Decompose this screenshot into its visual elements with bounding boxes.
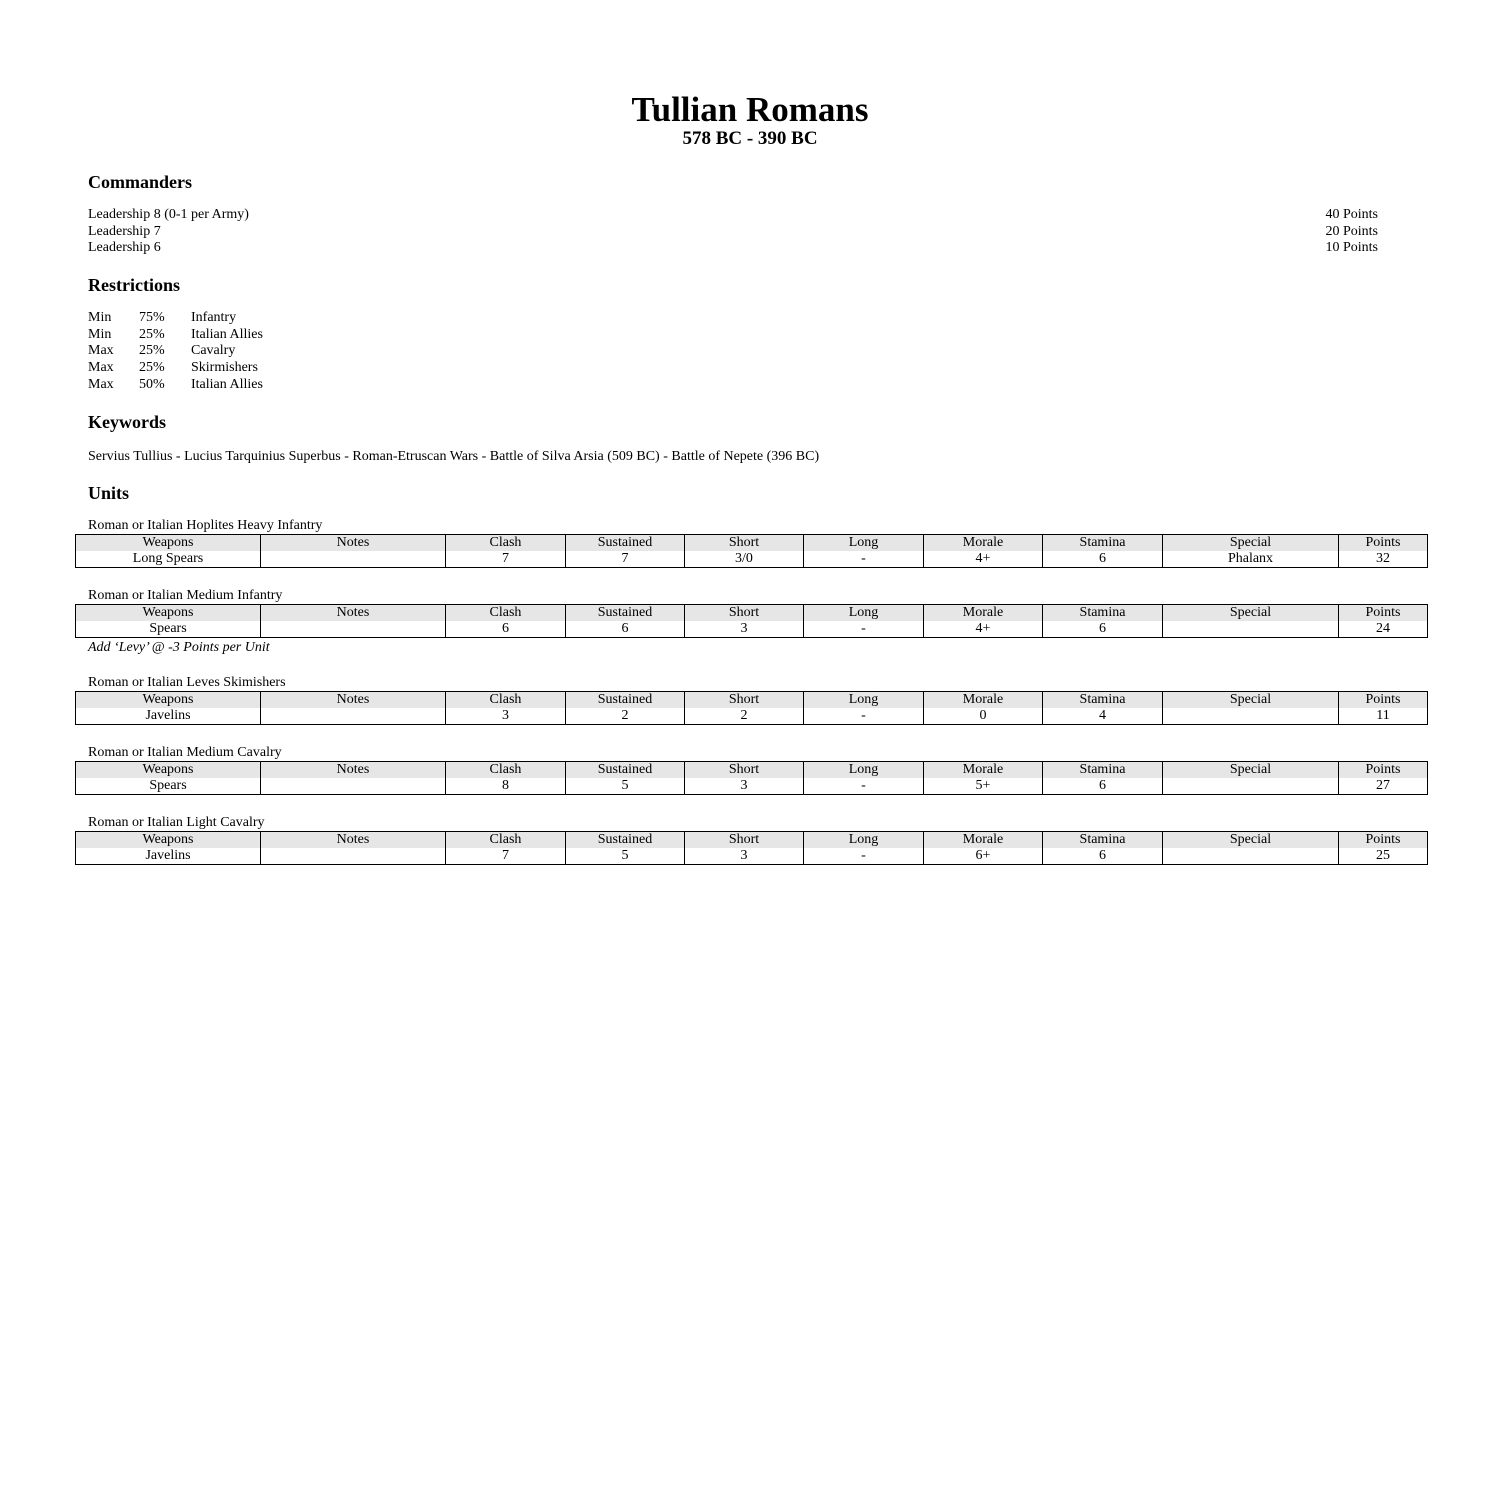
unit-name: Roman or Italian Hoplites Heavy Infantry — [88, 518, 323, 533]
restriction-percent: 25% — [139, 343, 165, 359]
restriction-row — [88, 310, 263, 327]
table-cell: 7 — [446, 848, 566, 865]
column-header: Weapons — [76, 762, 261, 779]
commander-points: 20 Points — [1325, 223, 1378, 239]
table-header-row — [76, 692, 1428, 709]
table-cell: Javelins — [76, 848, 261, 865]
restriction-category: Italian Allies — [191, 376, 263, 392]
table-cell: 3 — [685, 621, 804, 638]
column-header: Stamina — [1043, 535, 1163, 552]
restriction-type: Max — [88, 376, 114, 392]
table-row — [76, 551, 1428, 568]
unit-stats-table — [75, 691, 1428, 725]
column-header: Short — [685, 832, 804, 849]
table-cell: Spears — [76, 778, 261, 795]
unit-name: Roman or Italian Medium Infantry — [88, 588, 283, 603]
table-cell: 6 — [1043, 778, 1163, 795]
table-row — [76, 621, 1428, 638]
table-cell — [1163, 708, 1339, 725]
table-cell: 7 — [446, 551, 566, 568]
table-cell — [261, 778, 446, 795]
table-cell: 7 — [566, 551, 685, 568]
column-header: Points — [1339, 762, 1428, 779]
table-header-row — [76, 762, 1428, 779]
column-header: Special — [1163, 535, 1339, 552]
commander-points: 40 Points — [1325, 207, 1378, 222]
unit-stats-table — [75, 761, 1428, 795]
commander-label: Leadership 8 (0-1 per Army) — [88, 207, 249, 222]
commander-row — [88, 240, 1378, 257]
column-header: Points — [1339, 605, 1428, 622]
table-cell: 2 — [685, 708, 804, 725]
table-cell: 3 — [685, 848, 804, 865]
units-heading: Units — [88, 483, 130, 503]
table-cell: Spears — [76, 621, 261, 638]
table-cell: 6 — [1043, 848, 1163, 865]
column-header: Stamina — [1043, 762, 1163, 779]
column-header: Points — [1339, 832, 1428, 849]
column-header: Sustained — [566, 762, 685, 779]
table-cell: 3 — [446, 708, 566, 725]
table-cell: Javelins — [76, 708, 261, 725]
restriction-row — [88, 377, 263, 394]
table-cell: 3/0 — [685, 551, 804, 568]
column-header: Short — [685, 535, 804, 552]
table-cell: - — [804, 708, 924, 725]
restriction-percent: 25% — [139, 360, 165, 376]
table-cell: 5 — [566, 848, 685, 865]
table-row — [76, 848, 1428, 865]
column-header: Clash — [446, 605, 566, 622]
column-header: Sustained — [566, 692, 685, 709]
table-cell: Phalanx — [1163, 551, 1339, 568]
unit-name: Roman or Italian Medium Cavalry — [88, 745, 282, 760]
commander-points: 10 Points — [1325, 240, 1378, 256]
restriction-percent: 75% — [139, 310, 165, 325]
commanders-heading: Commanders — [88, 172, 192, 192]
unit-name: Roman or Italian Light Cavalry — [88, 815, 265, 830]
column-header: Clash — [446, 832, 566, 849]
column-header: Morale — [924, 605, 1043, 622]
column-header: Special — [1163, 605, 1339, 622]
table-row — [76, 708, 1428, 725]
commander-label: Leadership 6 — [88, 240, 161, 256]
table-cell — [1163, 621, 1339, 638]
column-header: Short — [685, 762, 804, 779]
table-cell: 6 — [1043, 621, 1163, 638]
unit-block — [75, 815, 1427, 865]
column-header: Notes — [261, 605, 446, 622]
table-row — [76, 778, 1428, 795]
unit-block — [75, 518, 1427, 568]
column-header: Sustained — [566, 832, 685, 849]
table-cell: 0 — [924, 708, 1043, 725]
column-header: Clash — [446, 762, 566, 779]
column-header: Special — [1163, 762, 1339, 779]
restriction-type: Min — [88, 310, 112, 325]
table-cell: Long Spears — [76, 551, 261, 568]
table-cell: - — [804, 848, 924, 865]
column-header: Weapons — [76, 605, 261, 622]
table-cell: - — [804, 778, 924, 795]
restrictions-list — [88, 310, 263, 394]
column-header: Notes — [261, 692, 446, 709]
restriction-percent: 50% — [139, 376, 165, 392]
restrictions-heading: Restrictions — [88, 275, 180, 295]
unit-stats-table — [75, 831, 1428, 865]
unit-block — [75, 675, 1427, 725]
restriction-row — [88, 360, 263, 377]
page-subtitle: 578 BC - 390 BC — [682, 128, 818, 149]
table-cell: 24 — [1339, 621, 1428, 638]
table-cell: 2 — [566, 708, 685, 725]
table-cell — [261, 551, 446, 568]
table-cell: 4 — [1043, 708, 1163, 725]
column-header: Notes — [261, 762, 446, 779]
restriction-category: Cavalry — [191, 343, 236, 359]
restriction-row — [88, 343, 263, 360]
column-header: Points — [1339, 535, 1428, 552]
restriction-type: Min — [88, 326, 112, 342]
table-cell: 11 — [1339, 708, 1428, 725]
unit-block — [75, 588, 1427, 658]
column-header: Weapons — [76, 535, 261, 552]
table-cell — [261, 708, 446, 725]
column-header: Short — [685, 692, 804, 709]
table-cell: - — [804, 551, 924, 568]
restriction-type: Max — [88, 343, 114, 359]
commanders-list — [88, 207, 1378, 257]
restriction-percent: 25% — [139, 326, 165, 342]
page-title: Tullian Romans — [631, 90, 869, 129]
table-header-row — [76, 535, 1428, 552]
keywords-heading: Keywords — [88, 412, 166, 432]
unit-stats-table — [75, 604, 1428, 638]
table-header-row — [76, 832, 1428, 849]
table-cell: 6 — [446, 621, 566, 638]
column-header: Clash — [446, 692, 566, 709]
column-header: Sustained — [566, 535, 685, 552]
unit-block — [75, 745, 1427, 795]
column-header: Morale — [924, 692, 1043, 709]
column-header: Long — [804, 605, 924, 622]
restriction-category: Infantry — [191, 310, 237, 325]
table-cell — [1163, 778, 1339, 795]
column-header: Sustained — [566, 605, 685, 622]
column-header: Stamina — [1043, 692, 1163, 709]
column-header: Special — [1163, 832, 1339, 849]
restriction-category: Italian Allies — [191, 326, 263, 342]
column-header: Clash — [446, 535, 566, 552]
table-cell: 6 — [1043, 551, 1163, 568]
table-cell: 25 — [1339, 848, 1428, 865]
table-cell: 8 — [446, 778, 566, 795]
table-cell — [261, 621, 446, 638]
column-header: Short — [685, 605, 804, 622]
commander-row — [88, 207, 1378, 224]
unit-name: Roman or Italian Leves Skimishers — [88, 675, 286, 690]
table-cell — [261, 848, 446, 865]
table-cell: 6 — [566, 621, 685, 638]
keywords-text: Servius Tullius - Lucius Tarquinius Superbus - Roman-Etruscan Wars - Battle of Silva Arsia (509 BC) - Battle of Nepete (396 BC) — [88, 449, 820, 464]
restriction-type: Max — [88, 360, 114, 376]
column-header: Stamina — [1043, 832, 1163, 849]
table-cell: 27 — [1339, 778, 1428, 795]
table-cell: - — [804, 621, 924, 638]
column-header: Morale — [924, 762, 1043, 779]
table-cell — [1163, 848, 1339, 865]
commander-row — [88, 224, 1378, 241]
table-cell: 4+ — [924, 551, 1043, 568]
restriction-category: Skirmishers — [191, 360, 258, 376]
restriction-row — [88, 327, 263, 344]
table-cell: 4+ — [924, 621, 1043, 638]
column-header: Morale — [924, 535, 1043, 552]
column-header: Weapons — [76, 832, 261, 849]
column-header: Notes — [261, 832, 446, 849]
column-header: Notes — [261, 535, 446, 552]
table-cell: 32 — [1339, 551, 1428, 568]
table-cell: 5 — [566, 778, 685, 795]
unit-note: Add ‘Levy’ @ -3 Points per Unit — [88, 640, 270, 655]
table-header-row — [76, 605, 1428, 622]
column-header: Special — [1163, 692, 1339, 709]
column-header: Long — [804, 832, 924, 849]
table-cell: 3 — [685, 778, 804, 795]
commander-label: Leadership 7 — [88, 223, 161, 239]
table-cell: 5+ — [924, 778, 1043, 795]
column-header: Morale — [924, 832, 1043, 849]
column-header: Weapons — [76, 692, 261, 709]
column-header: Points — [1339, 692, 1428, 709]
table-cell: 6+ — [924, 848, 1043, 865]
column-header: Long — [804, 535, 924, 552]
unit-stats-table — [75, 534, 1428, 568]
column-header: Long — [804, 762, 924, 779]
column-header: Stamina — [1043, 605, 1163, 622]
column-header: Long — [804, 692, 924, 709]
